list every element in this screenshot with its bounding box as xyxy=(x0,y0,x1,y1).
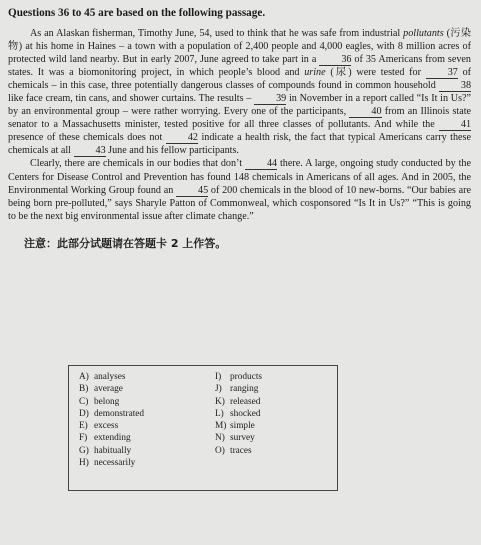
blank-43[interactable]: 43 xyxy=(74,145,106,157)
option-word: necessarily xyxy=(94,458,136,469)
option-word: simple xyxy=(230,421,255,432)
option-letter: H) xyxy=(79,458,89,469)
option-word: ranging xyxy=(230,384,259,395)
word-option xyxy=(215,383,262,395)
option-letter: I) xyxy=(215,372,222,382)
blank-39[interactable]: 39 xyxy=(254,93,286,105)
blank-40[interactable]: 40 xyxy=(349,106,381,118)
passage-text: (尿) were tested for xyxy=(325,67,426,79)
option-word: shocked xyxy=(230,408,261,419)
option-word: belong xyxy=(94,396,120,407)
option-letter: C) xyxy=(79,396,89,407)
option-word: products xyxy=(230,372,263,382)
blank-37[interactable]: 37 xyxy=(426,67,458,79)
word-option xyxy=(79,420,144,432)
option-letter: B) xyxy=(79,384,89,395)
option-word: released xyxy=(230,396,261,407)
passage-text: presence of these chemicals does not xyxy=(8,132,166,144)
option-letter: G) xyxy=(79,445,89,456)
word-bank xyxy=(68,365,338,491)
option-word: habitually xyxy=(94,445,132,456)
section-heading: Questions 36 to 45 are based on the following passage. xyxy=(8,7,266,19)
glossed-term: urine xyxy=(304,67,326,79)
passage-text: of 200 chemicals in the blood of 10 new-borns. “Our babies are being born pre-polluted,” says Sharyle Patton of Commonweal, which cosponsored “Is It in Us?” “This is going to be the next big environmental issue after climate change.” xyxy=(8,184,471,222)
option-word: analyses xyxy=(94,372,126,382)
word-option xyxy=(79,396,144,408)
word-option xyxy=(79,371,144,383)
passage-text: Clearly, there are chemicals in our bodies that don’t xyxy=(30,158,245,170)
option-word: average xyxy=(94,384,123,395)
word-option xyxy=(215,420,262,432)
option-word: extending xyxy=(94,433,131,444)
word-bank-left-column xyxy=(79,371,144,469)
word-option xyxy=(215,432,262,444)
option-letter: A) xyxy=(79,372,89,382)
option-letter: O) xyxy=(215,445,225,456)
word-bank-right-column xyxy=(215,371,262,457)
passage-text: June and his fellow participants. xyxy=(105,145,239,157)
word-option xyxy=(79,432,144,444)
option-letter: M) xyxy=(215,421,227,432)
option-letter: E) xyxy=(79,421,88,432)
option-letter: N) xyxy=(215,433,225,444)
word-option xyxy=(79,408,144,420)
option-letter: J) xyxy=(215,384,222,395)
option-letter: D) xyxy=(79,408,89,419)
answer-sheet-notice: 注意：此部分试题请在答题卡 2 上作答。 xyxy=(24,236,227,250)
blank-44[interactable]: 44 xyxy=(245,158,277,170)
blank-42[interactable]: 42 xyxy=(166,132,198,144)
option-word: traces xyxy=(230,445,252,456)
passage-text: As an Alaskan fisherman, Timothy June, 54, used to think that he was safe from industrial xyxy=(30,28,404,39)
glossed-term: pollutants xyxy=(403,28,444,39)
blank-45[interactable]: 45 xyxy=(176,185,208,197)
option-word: survey xyxy=(230,433,255,444)
passage-text: (污染物) at his home in Haines – a town with a population of 2,400 people and 4,000 eagles, with 8 million acres of protected wild land nearby. But in early 2007, June agreed to take part in a xyxy=(8,28,471,66)
paragraph-2 xyxy=(8,157,471,222)
passage-text: of 35 Americans from seven states. It was a biomonitoring project, in which people’s blood and xyxy=(8,54,471,79)
word-option xyxy=(79,457,144,469)
word-option xyxy=(215,396,262,408)
blank-36[interactable]: 36 xyxy=(319,54,351,66)
word-option xyxy=(79,445,144,457)
passage-text: from an Illinois state senator to a Massachusetts minister, tested positive for all three classes of pollutants. And while the xyxy=(8,106,471,131)
word-option xyxy=(215,408,262,420)
passage-text: of chemicals – in this case, three potentially dangerous classes of compounds found in common household xyxy=(8,67,472,92)
passage-text: like face cream, tin cans, and shower curtains. The results – xyxy=(8,93,255,105)
option-word: excess xyxy=(94,421,119,432)
paragraph-1 xyxy=(8,27,471,157)
passage-text: there. A large, ongoing study conducted by the Centers for Disease Control and Prevention has found 148 chemicals in Americans of all ages. And in 2005, the Environmental Working Group found an xyxy=(8,158,471,196)
passage-text: in November in a report called “Is It in Us?” by an environmental group – were rather worrying. Every one of the participants, xyxy=(8,93,471,118)
blank-41[interactable]: 41 xyxy=(439,119,471,131)
passage-text: indicate a health risk, the fact that typical Americans carry these chemicals at all xyxy=(8,132,471,157)
option-letter: K) xyxy=(215,396,225,407)
reading-passage xyxy=(8,27,471,223)
word-option xyxy=(79,383,144,395)
blank-38[interactable]: 38 xyxy=(439,80,471,92)
option-letter: L) xyxy=(215,408,224,419)
word-option xyxy=(215,445,262,457)
option-word: demonstrated xyxy=(94,408,145,419)
word-option xyxy=(215,371,262,383)
option-letter: F) xyxy=(79,433,88,444)
